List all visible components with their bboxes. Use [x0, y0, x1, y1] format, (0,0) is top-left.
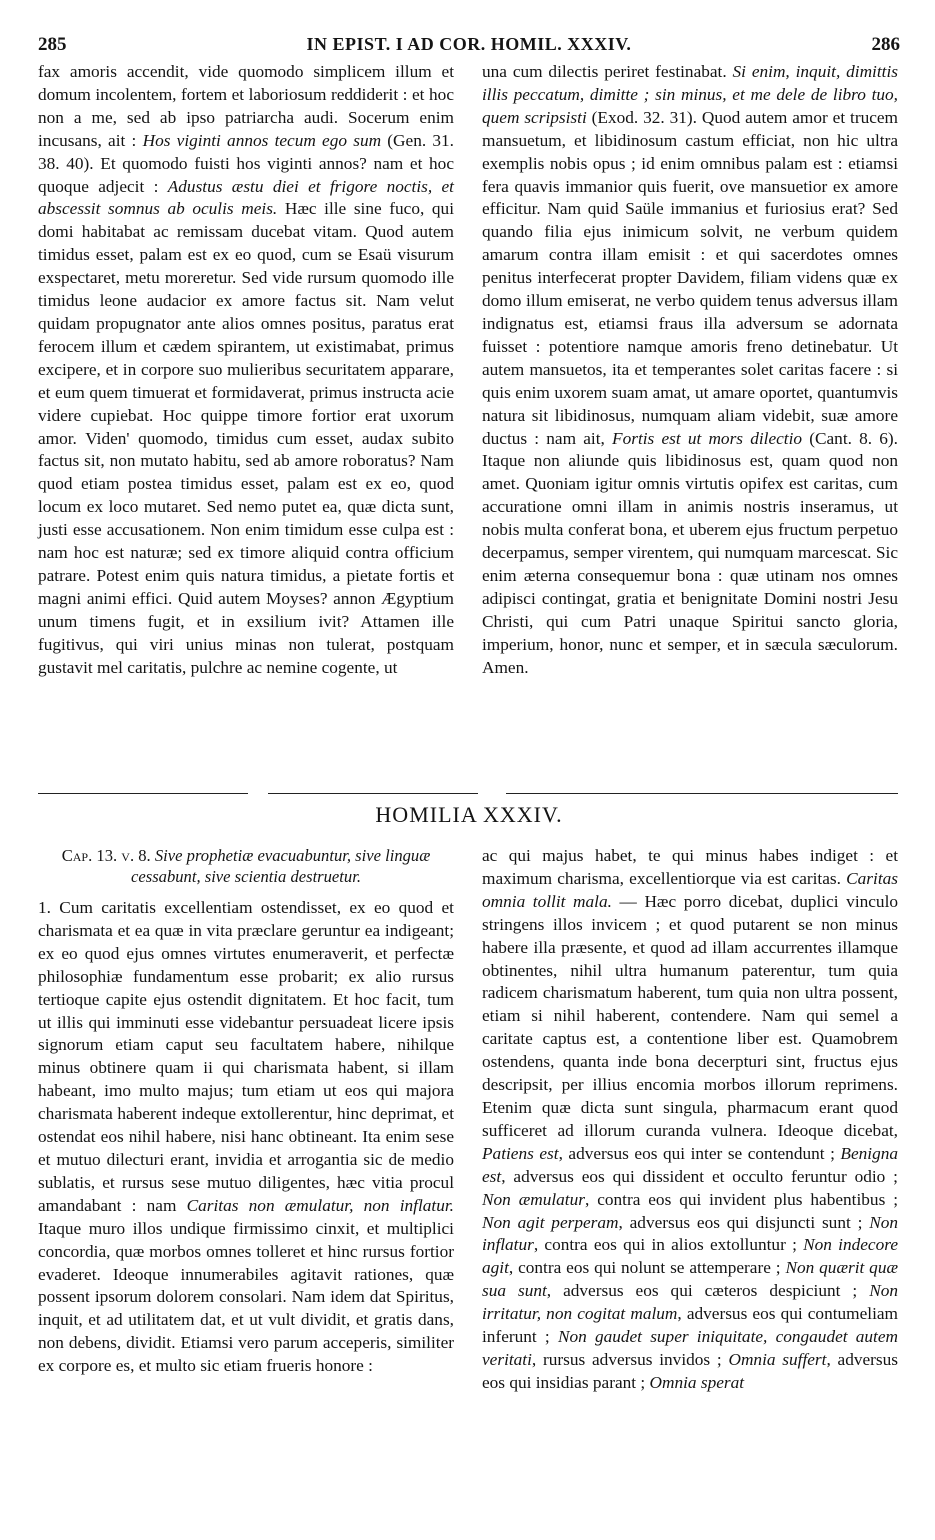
paragraph	[482, 845, 898, 1395]
paragraph	[38, 897, 454, 1378]
divider-rule	[506, 793, 898, 794]
text-run: , rursus adversus invidos ;	[531, 1349, 729, 1369]
scripture-quote: Omnia sperat	[649, 1372, 745, 1392]
text-run: , adversus eos qui insidias parant ;	[482, 1349, 899, 1392]
page-number-left: 285	[38, 34, 67, 55]
homily-heading: HOMILIA XXXIV.	[375, 802, 563, 827]
text-run: , contra eos qui nolunt se attemperare ;	[508, 1258, 786, 1278]
scripture-quote: Patiens est	[482, 1143, 559, 1163]
scripture-quote: Non quærit quæ sua sunt	[482, 1258, 898, 1301]
text-run: (Gen. 31. 38. 40). Et quomodo fuisti hos viginti annos? nam et hoc quoque adjecit :	[38, 130, 454, 196]
text-run: 1. Cum caritatis excellentiam ostendisset, ex eo quod et charismata et ea quæ in vita præclare geruntur ea indigeant; ex eo quod ejus omnes virtutes enumeraverit, et perfectæ philosophiæ fundamentum esse probarit; ex alio rursus tertioque capite ejus ostendit dignitatem. Et hoc facit, tum ut illis qui imminuti esse videbantur persuadeat licere ipsis signorum etiam caput seu facultatem habere, nihilque minus obtinere quam ii qui charismata habent, si illam habeant, imo multo majus; tum etiam ut eos qui majora charismata haberent indeque extollerentur, hinc deprimat, et ostendat eos nihil habere, nisi hanc obtineant. Ita enim sese et mutuo dilecturi erant, invidia et arrogantia sic de medio sublatis, et rursus sese mutuo diligentes, hæc vitia procul amandabant : nam	[38, 898, 454, 1215]
running-title: IN EPIST. I AD COR. HOMIL. XXXIV.	[306, 34, 632, 54]
text-run: (Cant. 8. 6). Itaque non aliunde quis libidinosus est, quam quod non amet. Quoniam igitur omnis virtutis opifex est caritas, cum accuratione omni illam in animis nostris inseramus, ut nobis multa conferat bona, et uberem ejus fructum perpetuo decerpamus, semper virentem, qui numquam marcescat. Sic enim æterna consequemur bona : quæ utinam nos omnes adipisci contingat, gratia et benignitate Domini nostri Jesu Christi, qui cum Patri unaque Spiritui sancto gloria, imperium, honor, nunc et semper, et in sæcula sæculorum. Amen.	[482, 428, 898, 677]
divider-rule	[38, 793, 248, 794]
column-top-left	[38, 61, 454, 679]
scripture-quote: Non indecore agit	[482, 1235, 898, 1278]
text-run: , contra eos qui invident plus habentibus ;	[584, 1189, 898, 1209]
section-heading-quote: Caritas omnia tollit mala.	[482, 868, 898, 911]
text-run: Hæc ille sine fuco, qui domi habitabat ac remissam ducebat vitam. Quod autem timidus esset, palam est ex eo quod, cum se Esaü visurum exspectaret, metu moreretur. Sed vide rursum quomodo ille timidus leone audacior ex amore factus sit. Nam velut quidam propugnator ante alios omnes positus, paratus erat ferocem illum et cædem spirantem, ut existimabat, primus excipere, et in corpore suo mulieribus securitatem apparare, et eum quem timuerat et formidaverat, primus instructa acie videre cupiebat. Hoc quippe timore fortior erat uxorum amor. Viden' quomodo, timidus cum esset, audax subito factus sit, non mutato habitu, sed ab amore roboratus? Nam quod etiam postea timidus esset, palam est ex eo, quod locum ex loco mutaret. Sed nemo putet ea, quæ dicta sunt, justi esse accusationem. Non enim timidum esse culpa est : nam hoc est naturæ; sed ex timore aliquid contra officium patrare. Potest enim quis natura timidus, a pietate fortis et magni animi effici. Quid autem Moyses? annon Ægyptium unum timens fugit, et in exsilium ivit? Attamen ille fugitivus, qui viri unius minas non tulerat, postquam gustavit mel caritatis, pulchre ac nemine cogente, ut	[38, 199, 454, 677]
scripture-quote: Non agit perperam	[482, 1212, 619, 1232]
text-run: Itaque muro illos undique firmissimo cinxit, et multiplici concordia, quæ morbos omnes tolleret et hinc rursus fortior evaderet. Ideoque innumerabiles agitavit rationes, quæ possent ipsorum dolorem consolari. Nam idem dat Spiritus, inquit, et ad utilitatem dat, et ut vult dividit, et gratis dans, non debens, dividit. Etiamsi vero parum acceperis, similiter ex corpore es, et multo sic etiam frueris honore :	[38, 1218, 454, 1376]
text-run: fax amoris accendit, vide quomodo simplicem illum et domum incolentem, fortem et laboriosum reddiderit : et hoc non a me, sed ab ipso patriarcha audi. Socerum enim incusans, ait :	[38, 62, 454, 150]
page-number-right: 286	[871, 34, 900, 55]
scripture-quote: Non irritatur, non cogitat malum	[482, 1281, 898, 1324]
scripture-quote: Caritas non æmulatur, non inflatur.	[186, 1195, 454, 1215]
scripture-quote: Benigna est	[482, 1143, 899, 1186]
scripture-quote: Non æmulatur	[482, 1189, 585, 1209]
column-bottom-right	[482, 845, 898, 1395]
text-run: ac qui majus habet, te qui minus habes indiget : et maximum charisma, excellentiorque via est caritas.	[482, 846, 898, 888]
divider-rule	[268, 793, 478, 794]
text-run: , adversus eos qui contumeliam inferunt ;	[482, 1304, 898, 1347]
chapter-ref: Cap. 13. v. 8.	[61, 846, 151, 865]
scripture-quote: Fortis est ut mors dilectio	[612, 428, 803, 448]
text-run: , adversus eos qui disjuncti sunt ;	[618, 1212, 870, 1232]
paragraph	[482, 61, 898, 679]
text-run: , adversus eos qui cæteros despiciunt ;	[546, 1281, 870, 1301]
chapter-verse-heading	[38, 845, 454, 887]
scripture-quote: Non gaudet super iniquitate, congaudet autem veritati	[482, 1327, 899, 1369]
text-run: — Hæc porro dicebat, duplici vinculo stringens illos invicem ; et quod putarent se non minus habere illa præsente, et quod ad illam accurrentes illamque obtinentes, nihil ultra humanum paterentur, tum quia radicem charismatum haberent, tum quia non ultra possent, etiam si nihil haberent, contendere. Nam qui semel a caritate captus est, a contentione liber est. Quamobrem ostendens, quanta inde bona decerpturi sint, fructus ejus descripsit, per illius encomia morbos illorum reprimens. Etenim quæ dicta sunt singula, pharmacum erant quod sufficeret ad illorum curanda vulnera. Ideoque dicebat,	[482, 891, 899, 1140]
scripture-quote: Non inflatur	[482, 1212, 898, 1255]
text-run: una cum dilectis periret festinabat.	[482, 62, 733, 81]
scripture-quote: Adustus æstu diei et frigore noctis, et abscessit somnus ab oculis meis.	[38, 176, 454, 219]
text-run: (Exod. 32. 31). Quod autem amor et trucem mansuetum, et libidinosum castum efficiat, non hic ultra exemplis nobis opus ; id enim omnibus palam est : etiamsi fera quavis immanior quis fuerit, ove mansuetior ex amore efficitur. Nam quid Saüle immanius et furiosius erat? Sed quando filia ejus inimicum solvit, ne verbum quidem amarum contra illam emisit : et qui sacerdotes omnes penitus interfecerat propter Davidem, filiam videns quæ ex domo illum emiserat, ne verbo quidem tenus adversus illam indignatus est, etiamsi fraus illa adversum se adornata fuisset : potentiore namque amoris freno detinebatur. Ut autem mansuetos, ita et temperantes solet caritas facere : si quis enim uxorem suam amat, ut amare oportet, quantumvis natura sit libidinosus, numquam aliam videbit, suæ amore ductus : nam ait,	[482, 107, 898, 448]
scripture-quote: Omnia suffert	[728, 1349, 827, 1369]
text-run: , adversus eos qui inter se contendunt ;	[558, 1143, 841, 1163]
running-header	[38, 34, 900, 58]
verse-text: Sive prophetiæ evacuabuntur, sive linguæ cessabunt, sive scientia destruetur.	[131, 846, 431, 886]
text-run: , contra eos qui in alios extolluntur ;	[533, 1235, 804, 1255]
scripture-quote: Hos viginti annos tecum ego sum	[142, 130, 382, 150]
scripture-quote: Si enim, inquit, dimittis illis peccatum, dimitte ; sin minus, et me dele de libro tuo, quem scripsisti	[482, 62, 898, 127]
paragraph	[38, 61, 454, 679]
column-top-right	[482, 61, 898, 679]
text-run: , adversus eos qui dissident et occulto feruntur odio ;	[501, 1166, 898, 1186]
column-bottom-left	[38, 845, 454, 1378]
